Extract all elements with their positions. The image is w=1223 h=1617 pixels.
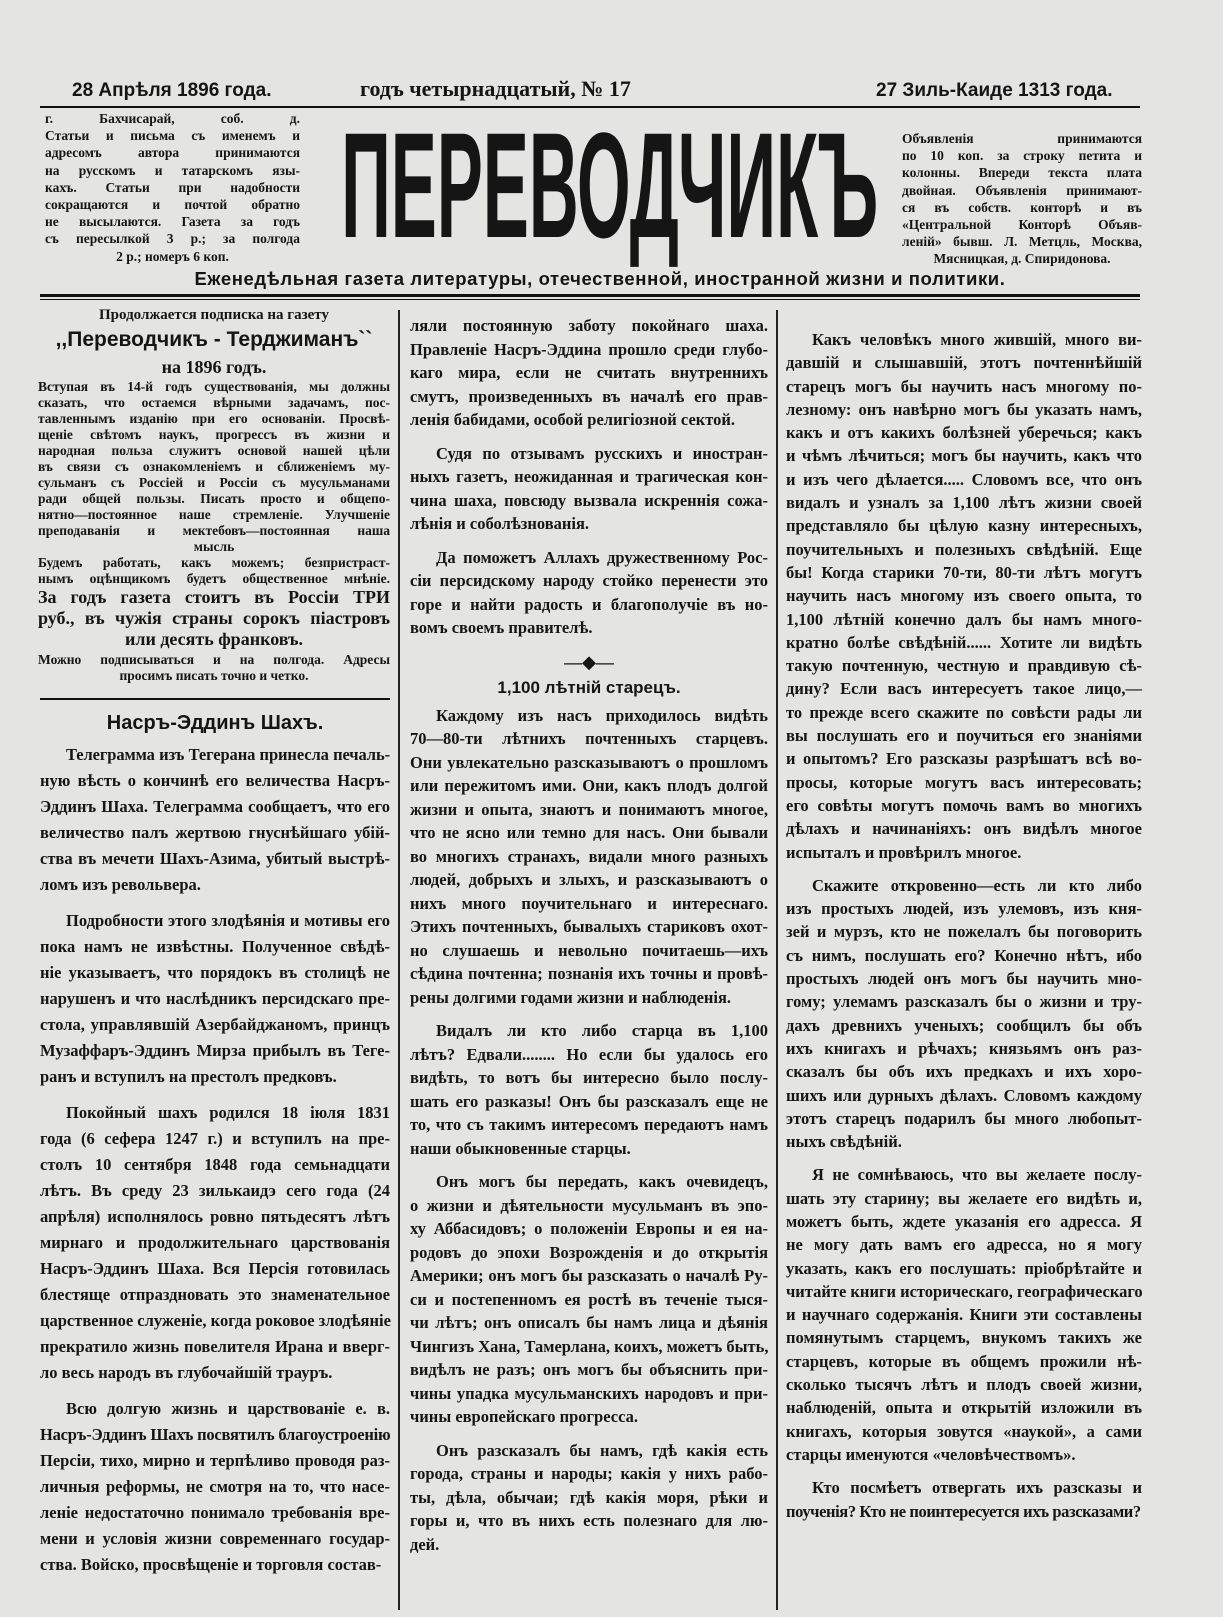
- text-line: вомъ своемъ правителѣ.: [410, 618, 593, 637]
- text-line: не могу дать вамъ его адресса, но я могу: [786, 1235, 1142, 1255]
- text-line: мирнаго и продолжительнаго царствованія: [40, 1233, 390, 1252]
- text-line: Я не сомнѣваюсь, что вы желаете послу-: [812, 1165, 1142, 1185]
- text-line: руб., въ чужія страны сорокъ піастровъ: [38, 608, 390, 628]
- text-line: старецъ могъ бы научить насъ многому по-: [786, 376, 1142, 396]
- text-line: ства въ мечети Шахъ-Азима, убитый выстрѣ-: [40, 849, 390, 868]
- text-line: жизни и опыта, знаютъ и понимаютъ многое,: [410, 799, 768, 819]
- text-line: не высылаются. Газета за годъ: [45, 214, 300, 230]
- text-line: кахъ. Статьи при надобности: [45, 179, 300, 195]
- text-line: на русскомъ и татарскомъ язы-: [45, 162, 300, 178]
- subscription-note-end: просимъ писать точно и четко.: [119, 668, 309, 683]
- article-old-man-continued: [786, 328, 1142, 1533]
- column-divider: [776, 310, 778, 1610]
- text-line: и чѣмъ лѣчиться; могъ бы научить, какъ что: [786, 446, 1142, 466]
- text-line: Эддинъ Шаха. Телеграмма сообщаетъ, что его: [40, 797, 390, 816]
- text-line: си и постепенномъ ея ростѣ въ теченіе тыся-: [410, 1289, 768, 1309]
- text-line: столъ 10 сентября 1848 года семьнадцати: [40, 1155, 390, 1174]
- text-line: ломъ изъ револьвера.: [40, 875, 201, 894]
- paragraph: [410, 442, 768, 536]
- text-line: ради общей пользы. Писать просто и общепо-: [38, 491, 390, 506]
- text-line: помянутымъ старцемъ, внукомъ такихъ же: [786, 1328, 1142, 1348]
- text-line: ства. Войско, просвѣщеніе и торговля состав-: [40, 1555, 382, 1574]
- text-line: изъ простыхъ людей, изъ улемовъ, изъ кня-: [786, 899, 1142, 919]
- text-line: сульманъ съ Россіей и Россіи съ мусульманами: [38, 475, 390, 490]
- text-line: сѣдина почтенна; познанія ихъ точны и провѣ-: [410, 964, 768, 983]
- text-line: ты, дѣла, обычаи; гдѣ какія моря, рѣки и: [410, 1487, 768, 1507]
- paragraph: [410, 314, 768, 432]
- text-line: двойная. Объявленія принимают-: [902, 182, 1142, 198]
- text-line: дину? Если васъ интересуетъ такое лицо,—: [786, 679, 1142, 699]
- text-line: наши обыкновенные старцы.: [410, 1138, 631, 1158]
- text-line: величество палъ жертвою гнуснѣйшаго убій-: [40, 823, 390, 842]
- issue-number: годъ четырнадцатый, № 17: [360, 76, 631, 101]
- text-line: то прежде всего скажите по совѣсти рады ли: [786, 702, 1142, 722]
- text-line: пока намъ не извѣстны. Полученное свѣдѣ-: [40, 937, 390, 956]
- text-line: наблюденій, опыта и открытій изложили въ: [786, 1398, 1142, 1418]
- section-rule: [40, 698, 390, 700]
- date-hijri: 27 Зиль-Каиде 1313 года.: [876, 80, 1113, 101]
- text-line: Да поможетъ Аллахъ дружественному Рос-: [436, 547, 768, 567]
- text-line: Скажите откровенно—есть ли кто либо: [812, 875, 1142, 895]
- text-line: «Центральной Конторѣ Объяв-: [902, 217, 1142, 233]
- subscription-note: Можно подписываться и на полгода. Адресы: [38, 652, 390, 667]
- text-line: родовъ до эпохи Возрожденія и до открытія: [410, 1242, 768, 1262]
- text-line: каго мира, если не считать внутреннихъ: [410, 363, 768, 382]
- paragraph: [786, 1476, 1142, 1523]
- text-line: стола, управлявшій Азербайджаномъ, принцъ: [40, 1015, 390, 1034]
- text-line: книгахъ, которыя зовутся «наукой», а сами: [786, 1421, 1142, 1441]
- text-line: испыталъ и провѣрилъ многое.: [786, 842, 1022, 862]
- subscription-price-end: или десять франковъ.: [124, 629, 304, 649]
- article-title-nasr-eddin-shah: Насръ-Эддинъ Шахъ.: [106, 712, 324, 734]
- text-line: леній» бывш. Л. Метцль, Москва,: [902, 234, 1142, 250]
- ornament-divider: —◆—: [564, 651, 614, 672]
- text-line: сколько тысячъ лѣтъ и плодъ своей жизни,: [786, 1375, 1142, 1395]
- text-line: 2 р.; номеръ 6 коп.: [116, 248, 229, 264]
- text-line: Насръ-Эддинъ Шаха. Вся Персія готовилась: [40, 1259, 390, 1278]
- text-line: нымъ оцѣнщикомъ будетъ общественное мнѣніе.: [38, 571, 390, 586]
- paragraph: [410, 704, 768, 1010]
- text-line: преподаванія и мектебовъ—постоянная наша: [38, 523, 390, 538]
- text-line: сіи персидскому народу стойко перенести это: [410, 571, 768, 590]
- text-line: и изъ чего дѣлается..... Словомъ все, что онъ: [786, 469, 1142, 489]
- text-line: или пережитомъ ими. Они, какъ плодъ долгой: [410, 776, 768, 795]
- paragraph: [786, 874, 1142, 1154]
- paragraph: [786, 328, 1142, 864]
- text-line: блестяще отпраздновать это знаменательное: [40, 1285, 390, 1304]
- text-line: горы и, что въ нихъ есть полезнаго для лю-: [410, 1511, 768, 1530]
- publisher-info: [45, 110, 300, 265]
- text-line: тавленнымъ изданію при его основаніи. Просвѣ-: [38, 411, 390, 426]
- text-line: ную вѣсть о кончинѣ его величества Насръ-: [40, 771, 390, 790]
- text-line: видалъ и узналъ за 1,100 лѣтъ жизни своей: [786, 493, 1142, 513]
- text-line: горе и найти радость и благополучіе въ но-: [410, 594, 768, 614]
- text-line: сокращаются и почтой обратно: [45, 197, 300, 213]
- text-line: указать, какъ его послушать: пріобрѣтайте и: [786, 1258, 1142, 1278]
- text-line: Они увлекательно разсказываютъ о прошломъ: [410, 752, 768, 772]
- text-line: можетъ быть, ждете указанія его адресса. Я: [786, 1211, 1142, 1231]
- article-column-2: [410, 314, 768, 1566]
- text-line: дей.: [410, 1534, 440, 1554]
- masthead-double-rule: [40, 294, 1140, 297]
- text-line: 1,100 лѣтній конечно далъ бы намъ много-: [786, 609, 1142, 629]
- text-line: мени и условія жизни современнаго государ-: [40, 1529, 390, 1548]
- text-line: 70—80-ти лѣтнихъ почтенныхъ старцевъ.: [410, 729, 768, 748]
- subscription-paper-name: ,,Переводчикъ - Терджиманъ``: [55, 328, 373, 351]
- text-line: дахъ древнихъ ученыхъ; сообщилъ бы объ: [786, 1015, 1142, 1035]
- subscription-price: [38, 587, 390, 629]
- text-line: дѣлахъ и начинаніяхъ: онъ видѣлъ многое: [786, 819, 1142, 839]
- advertising-info: [902, 130, 1142, 268]
- text-line: Подробности этого злодѣянія и мотивы его: [66, 911, 390, 930]
- text-line: ніе указываетъ, что порядокъ въ столицѣ не: [40, 963, 390, 982]
- text-line: лѣтъ. Въ среду 23 зилькаидэ сего года (24: [40, 1181, 390, 1200]
- text-line: Видалъ ли кто либо старца въ 1,100: [436, 1021, 768, 1040]
- subscription-notice: [38, 305, 390, 684]
- masthead-subtitle: Еженедѣльная газета литературы, отечественной, иностранной жизни и политики.: [194, 268, 1006, 289]
- text-line: и научнаго содержанія. Книги эти составлены: [786, 1305, 1142, 1325]
- text-line: чины упадка мусульманскихъ народовъ и при-: [410, 1383, 768, 1403]
- article-nasr-eddin-shah: [40, 742, 390, 1588]
- text-line: Музаффаръ-Эддинъ Мирза прибылъ въ Теге-: [40, 1041, 390, 1060]
- article-nasr-eddin-shah-continued: [410, 314, 768, 640]
- text-line: г. Бахчисарай, соб. д.: [45, 111, 300, 126]
- text-line: нятно—постоянное наше стремленіе. Улучшеніе: [38, 507, 390, 522]
- text-line: этотъ старецъ подарилъ бы много любопыт-: [786, 1108, 1142, 1128]
- text-line: но слушаешь и невольно почитаешь—ихъ: [410, 940, 768, 960]
- text-line: лѣнія и соболѣзнованія.: [410, 514, 590, 533]
- article-title-old-man: 1,100 лѣтній старецъ.: [497, 677, 681, 697]
- text-line: Всю долгую жизнь и царствованіе е. в.: [66, 1399, 390, 1418]
- text-line: о жизни и дѣятельности мусульманъ въ эпо-: [410, 1195, 768, 1215]
- text-line: ленія бабидами, особой религіозной сектой.: [410, 410, 736, 429]
- text-line: старцевъ, которые въ общемъ прожили нѣ-: [786, 1351, 1142, 1371]
- text-line: то, что съ такимъ интересомъ передаютъ намъ: [410, 1115, 768, 1134]
- text-line: ныхъ газетъ, неожиданная и трагическая кон-: [410, 467, 768, 486]
- text-line: лѣтъ? Едвали........ Но если бы удалось его: [410, 1044, 768, 1064]
- text-line: научить насъ многому изъ своего опыта, то: [786, 586, 1142, 606]
- masthead-rule-thin: [40, 299, 1140, 300]
- text-line: кратно болѣе свѣдѣній...... Хотите ли видѣть: [786, 632, 1142, 652]
- text-line: ранъ и вступилъ на престолъ предковъ.: [40, 1067, 337, 1086]
- text-line: народная польза служитъ основой нашей цѣли: [38, 443, 390, 458]
- subscription-intro: Продолжается подписка на газету: [99, 307, 329, 323]
- text-line: щеніе свѣтомъ наукъ, прогрессъ въ жизни и: [38, 427, 390, 442]
- text-line: сказалъ бы объ ихъ предкахъ и ихъ хоро-: [786, 1062, 1142, 1082]
- paragraph: [40, 742, 390, 898]
- date-gregorian: 28 Апрѣля 1896 года.: [72, 80, 272, 101]
- text-line: нихъ много поучительнаго и интереснаго.: [410, 893, 768, 913]
- text-line: такую почтенную, честную и правдивую сѣ-: [786, 656, 1142, 676]
- text-line: простыхъ людей онъ могъ бы научить мно-: [786, 969, 1142, 989]
- paragraph: [410, 1170, 768, 1429]
- text-line: Покойный шахъ родился 18 іюля 1831: [66, 1103, 390, 1122]
- text-line: его совѣты могутъ помочь вамъ во многихъ: [786, 795, 1142, 815]
- paragraph: [410, 1439, 768, 1557]
- text-line: царственное служеніе, когда роковое злодѣяніе: [40, 1311, 391, 1330]
- text-line: ло весь народъ въ глубочайшій трауръ.: [40, 1363, 333, 1382]
- paragraph: [410, 1019, 768, 1160]
- text-line: зей и мурзъ, кто не пожелалъ бы поговорить: [786, 922, 1142, 942]
- text-line: прекратило жизнь повелителя Ирана и вверг-: [40, 1337, 390, 1356]
- text-line: апрѣля) исполнялось ровно пятьдесятъ лѣтъ: [40, 1207, 390, 1226]
- text-line: Кто посмѣетъ отвергать ихъ разсказы и: [812, 1478, 1142, 1498]
- paragraph: [410, 546, 768, 640]
- text-line: нарушенъ и что наслѣдникъ персидскаго пре-: [40, 989, 390, 1008]
- text-line: чи лѣтъ; онъ описалъ бы намъ лица и дѣянія: [410, 1313, 768, 1332]
- text-line: что не ясно или темно для насъ. Они бывали: [410, 823, 768, 842]
- masthead-title-wrap: [310, 100, 910, 275]
- subscription-text-2: [38, 555, 390, 587]
- subscription-year: на 1896 годъ.: [161, 357, 267, 377]
- text-line: бы! Когда старики 70-ти, 80-ти лѣтъ могутъ: [786, 562, 1142, 582]
- text-line: старцы именуются «человѣчествомъ».: [786, 1444, 1076, 1464]
- text-line: Чингизъ Хана, Тамерлана, коихъ, можетъ быть,: [410, 1336, 769, 1356]
- text-line: по 10 коп. за строку петита и: [902, 148, 1142, 164]
- text-line: Онъ разсказалъ бы намъ, гдѣ какія есть: [436, 1440, 768, 1460]
- text-line: Мясницкая, д. Спиридонова.: [933, 251, 1111, 267]
- text-line: Насръ-Эддинъ Шахъ посвятилъ благоустроенію: [40, 1425, 391, 1444]
- text-line: шать эту старину; вы желаете его видѣть и,: [786, 1188, 1142, 1208]
- text-line: личныя реформы, не смотря на то, что насе-: [40, 1477, 390, 1496]
- text-line: сказать, что остаемся вѣрными задачамъ, пос-: [38, 395, 390, 410]
- column-divider: [398, 310, 400, 1610]
- text-line: города, страны и народы; какія у нихъ рабо-: [410, 1464, 768, 1483]
- paragraph: [40, 1396, 390, 1578]
- text-line: какъ и отъ какихъ болѣзней уберечься; какъ: [786, 423, 1142, 443]
- text-line: и опытомъ? Его разсказы разрѣшатъ всѣ во-: [786, 749, 1142, 769]
- text-line: адресомъ автора принимаются: [45, 145, 300, 161]
- text-line: въ связи съ ознакомленіемъ и сближеніемъ му-: [38, 459, 390, 474]
- text-line: чина шаха, повсюду вызвала искреннія сожа-: [410, 490, 768, 510]
- paragraph: [40, 908, 390, 1090]
- text-line: давшій и слышавшій, этотъ почтеннѣйшій: [786, 353, 1142, 373]
- text-line: Статьи и письма съ именемъ и: [45, 128, 300, 144]
- text-line: гому; улемамъ разсказалъ бы о жизни и тру-: [786, 992, 1142, 1012]
- text-line: людей, добрыхъ и злыхъ, и разсказываютъ о: [410, 870, 768, 889]
- text-line: съ нимъ, послушать его? Конечно нѣтъ, ибо: [786, 945, 1142, 965]
- text-line: леніе недостаточно понимало требованія вре-: [40, 1503, 390, 1522]
- text-line: видѣлъ не разъ; онъ могъ бы объяснить при-: [410, 1360, 768, 1379]
- text-line: Будемъ работать, какъ можемъ; безпристраст-: [38, 555, 390, 570]
- text-line: Правленіе Насръ-Эддина прошло среди глубо-: [410, 339, 768, 359]
- text-line: ныхъ свѣдѣній.: [786, 1132, 902, 1152]
- text-line: рены долгими годами жизни и наблюденія.: [410, 987, 732, 1007]
- text-line: ху Аббасидовъ; о положеніи Европы и ея на-: [410, 1219, 768, 1238]
- paragraph: [40, 1100, 390, 1386]
- text-line: Объявленія принимаются: [902, 131, 1142, 146]
- text-line: во многихъ странахъ, видали много разныхъ: [410, 846, 768, 866]
- text-line: ихъ книгахъ и рѣчахъ; князьямъ онъ раз-: [786, 1038, 1142, 1058]
- text-line: видѣть, то вотъ бы интересно было послу-: [410, 1068, 768, 1087]
- text-line: лезному: онъ навѣрно могъ бы указать намъ,: [786, 399, 1142, 419]
- article-old-man: [410, 704, 768, 1557]
- text-line: Вступая въ 14-й годъ существованія, мы должны: [38, 379, 390, 394]
- text-line: поученія? Кто не поинтересуется ихъ разсказами?: [786, 1501, 1141, 1521]
- text-line: съ пересылкой 3 р.; за полгода: [45, 231, 300, 247]
- text-line: просы, которые могутъ васъ интересовать;: [786, 772, 1142, 792]
- text-line: ся въ собств. конторѣ и въ: [902, 199, 1142, 215]
- text-line: Этихъ почтенныхъ, бывалыхъ стариковъ охот-: [410, 917, 768, 936]
- text-line: Телеграмма изъ Тегерана принесла печаль-: [66, 745, 390, 764]
- text-line: читайте книги историческаго, географическаго: [786, 1281, 1143, 1301]
- text-line: чины европейскаго прогресса.: [410, 1407, 638, 1426]
- text-line: Судя по отзывамъ русскихъ и иностран-: [436, 443, 768, 463]
- subscription-text-end: мысль: [193, 539, 235, 554]
- paragraph: [786, 1163, 1142, 1466]
- text-line: Каждому изъ насъ приходилось видѣть: [436, 705, 768, 725]
- text-line: Америки; онъ могъ бы разсказать о началѣ Ру-: [410, 1266, 768, 1285]
- text-line: Какъ человѣкъ много жившій, много ви-: [812, 330, 1142, 349]
- text-line: Онъ могъ бы передать, какъ очевидецъ,: [436, 1172, 768, 1191]
- text-line: года (6 сефера 1247 г.) и вступилъ на пре-: [40, 1129, 390, 1148]
- text-line: шихъ или дурныхъ дѣлахъ. Словомъ каждому: [786, 1085, 1142, 1105]
- masthead-title: ПЕРЕВОДЧИКЪ: [341, 101, 879, 269]
- text-line: шать его разказы! Онъ бы разсказалъ еще не: [410, 1091, 768, 1111]
- text-line: поучительныхъ и полезныхъ свѣдѣній. Еще: [786, 539, 1142, 559]
- text-line: Персіи, тихо, мирно и терпѣливо проводя раз-: [40, 1451, 390, 1470]
- text-line: ляли постоянную заботу покойнаго шаха.: [410, 316, 768, 335]
- text-line: колонны. Впереди текста плата: [902, 165, 1142, 181]
- subscription-text: [38, 379, 390, 539]
- text-line: вы послушать его и поучиться его знаніями: [786, 726, 1142, 746]
- text-line: смутъ, произведенныхъ въ началѣ его прав-: [410, 386, 768, 406]
- text-line: представляло бы цѣлую казну интересныхъ,: [786, 516, 1142, 536]
- text-line: За годъ газета стоитъ въ Россіи ТРИ: [38, 587, 390, 607]
